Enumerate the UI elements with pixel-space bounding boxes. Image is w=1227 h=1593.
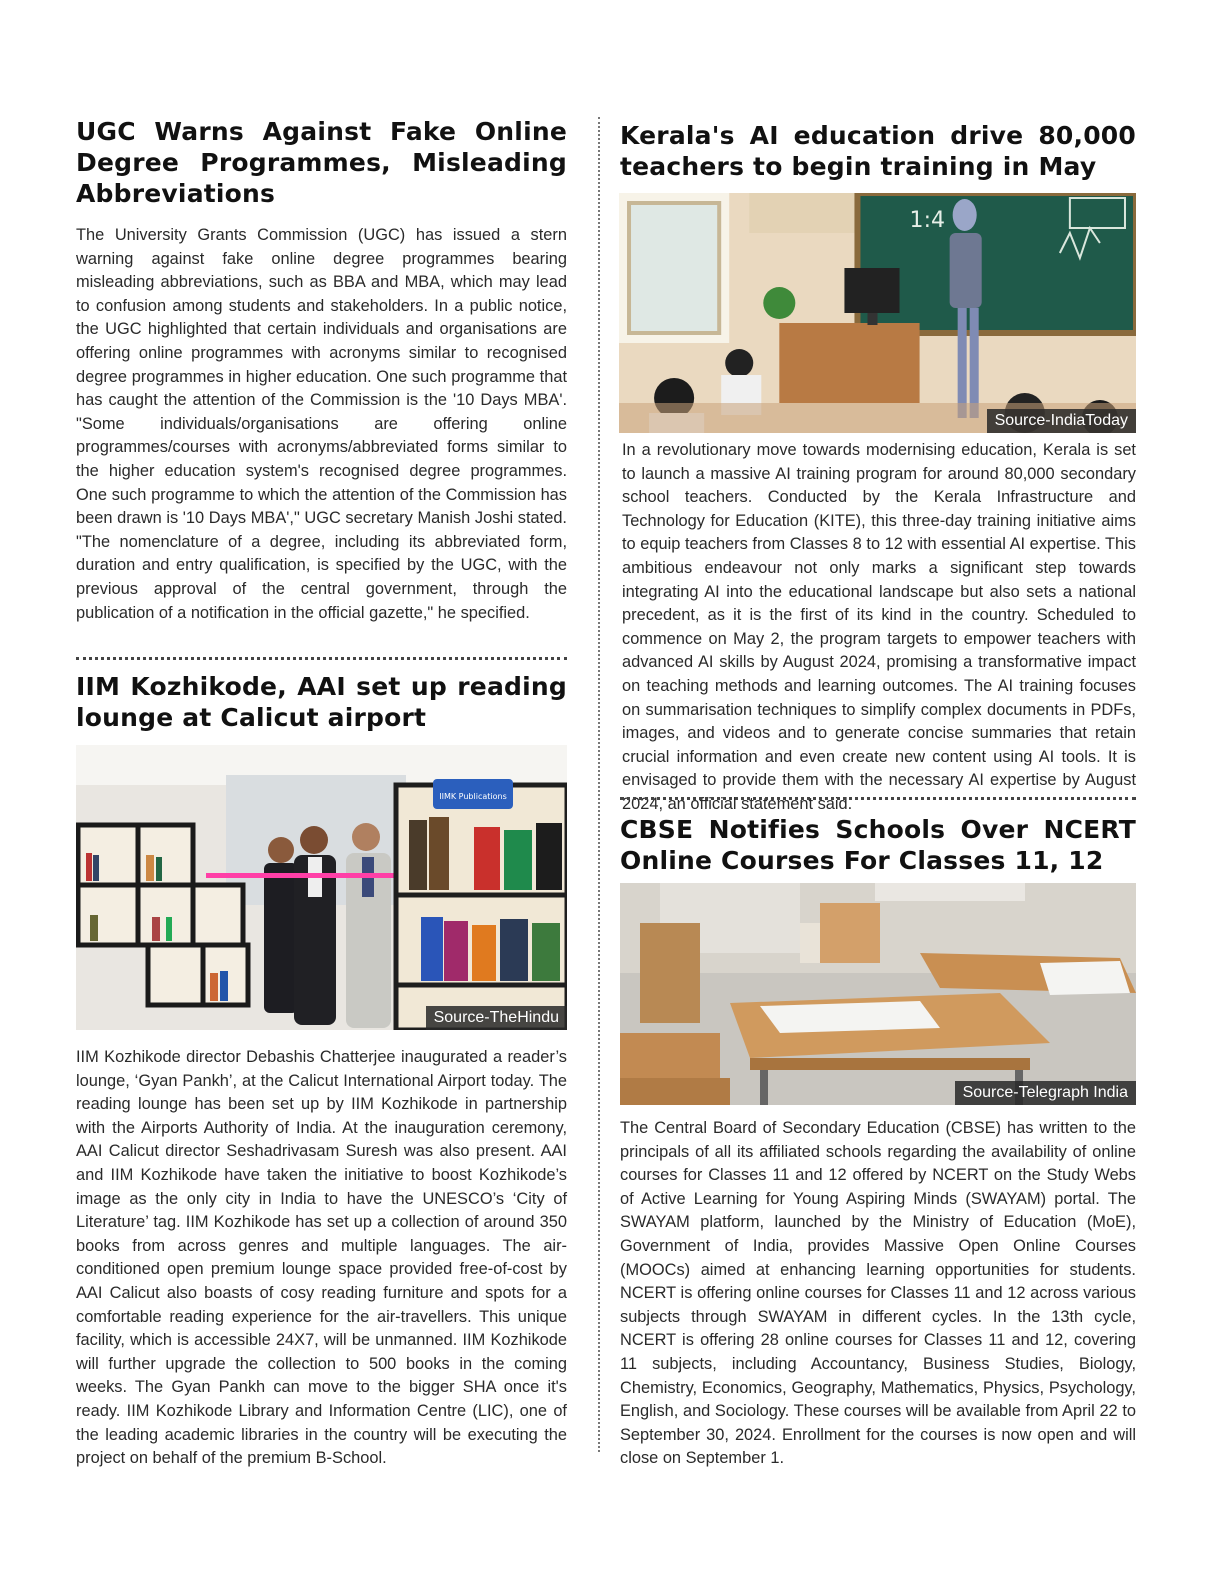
- cbse-classroom-photo: [620, 883, 1136, 1105]
- section-divider: [76, 657, 567, 660]
- kerala-headline: [620, 120, 1136, 182]
- kerala-photo-credit: Source-IndiaToday: [987, 409, 1136, 433]
- section-divider: [620, 797, 1136, 800]
- cbse-photo-credit: Source-Telegraph India: [955, 1081, 1136, 1105]
- kerala-classroom-illustration: [619, 193, 1136, 433]
- ugc-headline-line1: UGC Warns Against Fake Online: [76, 117, 567, 146]
- iim-headline-line2: lounge at Calicut airport: [76, 703, 427, 732]
- column-divider: [598, 117, 600, 1452]
- board-formula: 1:4: [909, 208, 946, 233]
- iim-headline-line1: IIM Kozhikode, AAI set up reading: [76, 672, 567, 701]
- kerala-headline-line2: teachers to begin training in May: [620, 152, 1097, 181]
- cbse-headline-line2: Online Courses For Classes 11, 12: [620, 846, 1104, 875]
- ugc-headline-line3: Abbreviations: [76, 179, 276, 208]
- ugc-headline-line2: Degree Programmes, Misleading: [76, 148, 567, 177]
- cbse-headline-line1: CBSE Notifies Schools Over NCERT: [620, 815, 1136, 844]
- cbse-desks-illustration: [620, 883, 1136, 1105]
- kerala-headline-line1: Kerala's AI education drive 80,000: [620, 121, 1136, 150]
- cbse-body: The Central Board of Secondary Education (CBSE) has written to the principals of all its affiliated schools regarding the availability of online courses for Classes 11 and 12 offered by NCERT on the Study Webs of Active Learning for Young Aspiring Minds (SWAYAM) portal. The SWAYAM platform, launched by the Ministry of Education (MoE), Government of India, provides Massive Open Online Courses (MOOCs) aimed at enhancing learning opportunities for students. NCERT is offering online courses for Classes 11 and 12 across various subjects through SWAYAM in different cycles. In the 13th cycle, NCERT is offering 28 online courses for Classes 11 and 12, covering 11 subjects, including Accountancy, Business Studies, Biology, Chemistry, Economics, Geography, Mathematics, Physics, Psychology, English, and Sociology. These courses will be available from April 22 to September 30, 2024. Enrollment for the courses is now open and will close on September 1.: [620, 1119, 1136, 1468]
- kerala-classroom-photo: [619, 193, 1136, 433]
- ugc-headline: [76, 116, 567, 209]
- iim-body: IIM Kozhikode director Debashis Chatterjee inaugurated a reader’s lounge, ‘Gyan Pankh’, at the Calicut International Airport today. The reading lounge has been set up by IIM Kozhikode in partnership with the Airports Authority of India. At the inauguration ceremony, AAI Calicut director Seshadrivasam Suresh was also present. AAI and IIM Kozhikode have taken the initiative to boost Kozhikode’s image as the only city in India to have the UNESCO’s ‘City of Literature’ tag. IIM Kozhikode has set up a collection of around 350 books from across genres and multiple languages. The air-conditioned open premium lounge space provided free-of-cost by AAI Calicut also boasts of cosy reading furniture and spots for a comfortable reading experience for the air-travellers. This unique facility, which is accessible 24X7, will be unmanned. IIM Kozhikode will further upgrade the collection to 500 books in the coming weeks. The Gyan Pankh can move to the bigger SHA once it's ready. IIM Kozhikode Library and Information Centre (LIC), one of the leading academic libraries in the country will be executing the project on behalf of the premium B-School.: [76, 1048, 567, 1468]
- cbse-headline: [620, 814, 1136, 876]
- iim-shelf-sign: IIMK Publications: [439, 792, 507, 801]
- kerala-body: In a revolutionary move towards modernising education, Kerala is set to launch a massive AI training program for around 80,000 secondary school teachers. Conducted by the Kerala Infrastructure and Technology for Education (KITE), this three-day training initiative aims to equip teachers from Classes 8 to 12 with essential AI expertise. This ambitious endeavour not only marks a significant step towards integrating AI into the educational landscape but also sets a national precedent, as it is the first of its kind in the country. Scheduled to commence on May 2, the program targets to empower teachers with advanced AI skills by August 2024, promising a transformative impact on teaching methods and learning outcomes. The AI training focuses on summarisation techniques to simplify complex documents in PDFs, images, and videos and to generate concise summaries that retain crucial information and even create new content using AI tools. It is envisaged to provide them with the necessary AI expertise by August 2024, an official statement said.: [622, 441, 1136, 813]
- iim-photo-credit: Source-TheHindu: [426, 1006, 567, 1030]
- iim-lounge-illustration: [76, 745, 567, 1030]
- iim-lounge-photo: [76, 745, 567, 1030]
- iim-headline: [76, 671, 567, 733]
- ugc-body: The University Grants Commission (UGC) has issued a stern warning against fake online degree programmes bearing misleading abbreviations, such as BBA and MBA, which may lead to confusion among students and stakeholders. In a public notice, the UGC highlighted that certain individuals and organisations are offering online programmes with acronyms similar to recognised degree programmes in higher education. One such programme that has caught the attention of the Commission is the '10 Days MBA'. "Some individuals/organisations are offering online programmes/courses with acronyms/abbreviated forms similar to the higher education system's recognised degree programmes. One such programme to which the attention of the Commission has been drawn is '10 Days MBA'," UGC secretary Manish Joshi stated. "The nomenclature of a degree, including its abbreviated form, duration and entry qualification, is specified by the UGC, with the previous approval of the central government, through the publication of a notification in the official gazette," he specified.: [76, 226, 567, 622]
